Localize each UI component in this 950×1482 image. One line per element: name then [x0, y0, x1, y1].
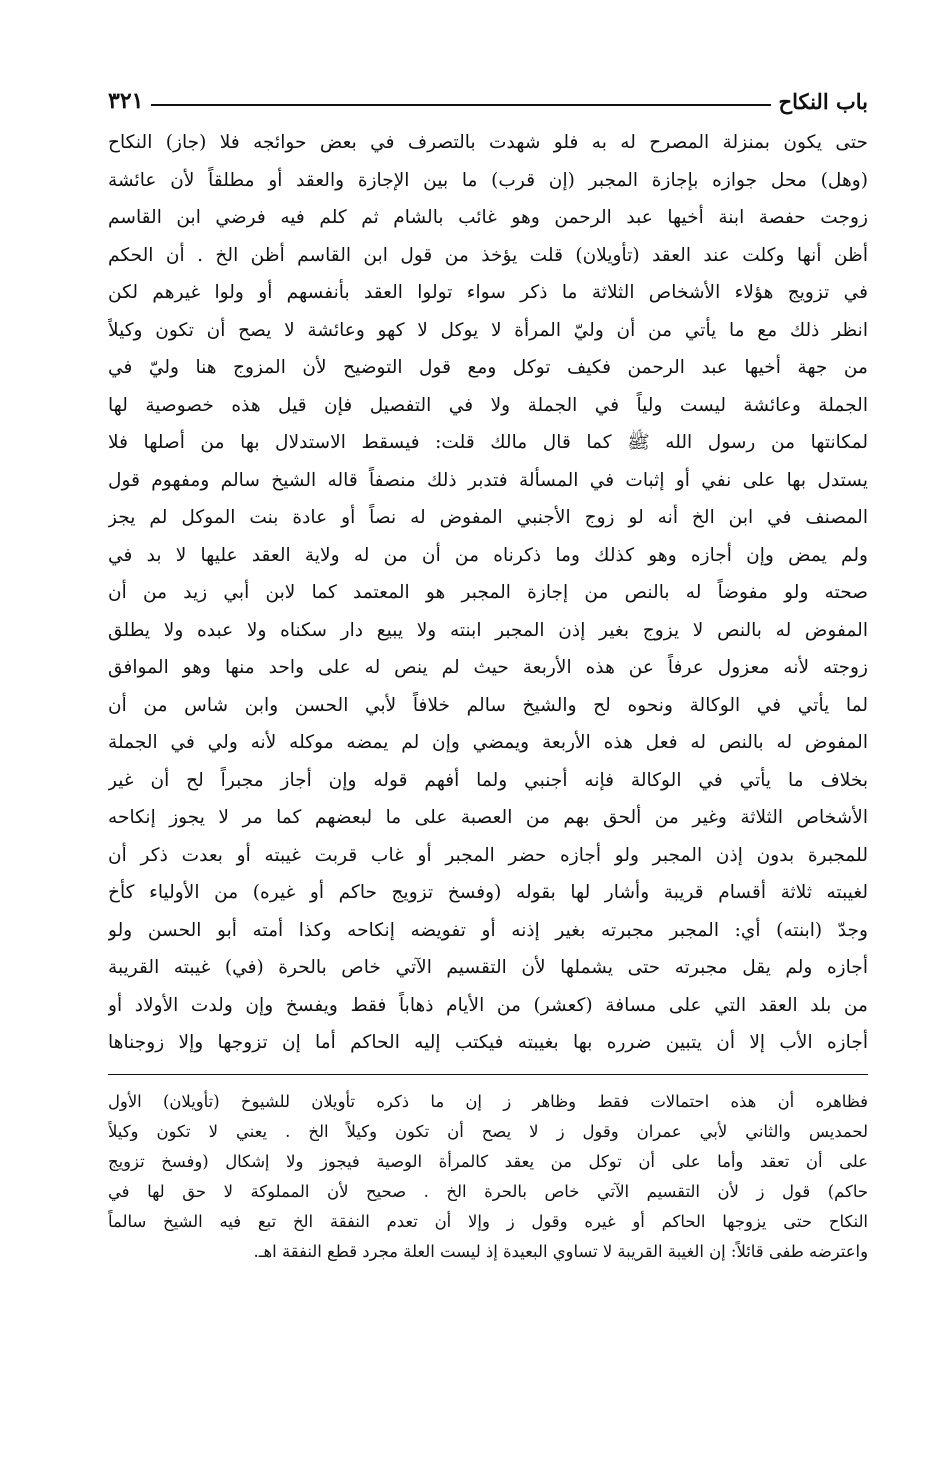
text-line: في تزويج هؤلاء الأشخاص الثلاثة ما ذكر سواء تولوا العقد بأنفسهم أو ولوا غيرهم لكن [108, 282, 868, 303]
text-line: المفوض له بالنص له فعل هذه الأربعة ويمضي وإن لم يمضه موكله لأنه ولي في الجملة [108, 732, 868, 753]
text-line: المفوض له بالنص لا يزوج بغير إذن المجبر ابنته ولا يبيع دار سكناه ولا عبده ولا يطلق [108, 619, 868, 641]
text-line: لما يأتي في الوكالة ونحوه لح والشيخ سالم خلافاً لأبي الحسن وابن شاس من أن [108, 694, 868, 716]
footnote-line: فظاهره أن هذه احتمالات فقط وظاهر ز إن ما ذكره تأويلان للشيوخ (تأويلان) الأول [108, 1091, 868, 1111]
text-line: الأشخاص الثلاثة وغير من ألحق بهم من العصبة على ما لبعضهم كما مر لا يجوز إنكاحه [108, 807, 868, 828]
text-line: بخلاف ما يأتي في الوكالة فإنه أجنبي ولما أفهم قوله وإن أجاز مجبراً لح أن غير [108, 769, 868, 791]
text-line: من بلد العقد التي على مسافة (كعشر) من الأيام ذهاباً فقط ويفسخ وإن ولدت الأولاد أو [108, 994, 868, 1016]
text-line: انظر ذلك مع ما يأتي من أن وليّ المرأة لا يوكل لا كهو وعائشة لا يصح أن تكون وكيلاً [108, 319, 868, 341]
page-number: ٣٢١ [108, 88, 144, 114]
chapter-title: باب النكاح [778, 89, 868, 114]
main-text [108, 124, 868, 1062]
header-rule [151, 104, 770, 106]
text-line: المصنف في ابن الخ أنه لو زوج الأجنبي المفوض له نصاً أو عادة بنت الموكل لم يجز [108, 507, 868, 528]
text-line: الجملة وعائشة ليست ولياً في الجملة ولا في التفصيل فإن قيل هذه خصوصية لها [108, 394, 868, 416]
footnote-line: النكاح حتى يزوجها الحاكم أو غيره وقول ز وإلا أن تعدم النفقة الخ تبع فيه الشيخ سالماً [108, 1212, 868, 1232]
text-line: زوجت حفصة ابنة أخيها عبد الرحمن وهو غائب بالشام ثم كلم فيه فرضي ابن القاسم [108, 207, 868, 228]
footnote-line: لحمديس والثاني لأبي عمران وقول ز لا يصح أن تكون وكيلاً الخ . يعني لا تكون وكيلاً [108, 1121, 868, 1141]
running-header [108, 78, 868, 114]
text-line: وجدّ (ابنته) أي: المجبر مجبرته بغير إذنه أو تفويضه إنكاحه وكذا أمته أبو الحسن ولو [108, 919, 868, 941]
text-line: من جهة أخيها عبد الرحمن فكيف توكل ومع قول التوضيح لأن المزوج هنا وليّ في [108, 357, 868, 378]
text-line: زوجته لأنه معزول عرفاً عن هذه الأربعة حيث لم ينص له على واحد منها وهو الموافق [108, 657, 868, 678]
text-line: يستدل بها على نفي أو إثبات في المسألة فتدبر ذلك منصفاً قاله الشيخ سالم ومفهوم قول [108, 469, 868, 491]
text-line: حتى يكون بمنزلة المصرح له به فلو شهدت بالتصرف في بعض حوائجه فلا (جاز) النكاح [108, 132, 868, 153]
book-page [108, 78, 868, 1268]
footnote-line: واعترضه طفى قائلاً: إن الغيبة القريبة لا تساوي البعيدة إذ ليست العلة مجرد قطع النفقة اهـ. [253, 1242, 868, 1262]
text-line: للمجبرة بدون إذن المجبر ولو أجازه حضر المجبر أو غاب قربت غيبته أو بعدت ذكر أن [108, 844, 868, 866]
text-line: أظن أنها وكلت عند العقد (تأويلان) قلت يؤخذ من قول ابن القاسم أظن الخ . أن الحكم [108, 244, 868, 266]
footnote-text [108, 1087, 868, 1268]
text-line: ولم يمض وإن أجازه وهو كذلك وما ذكرناه من أن من له ولاية العقد عليها لا بد في [108, 544, 868, 566]
text-line: لمكانتها من رسول الله ﷺ كما قال مالك قلت: فيسقط الاستدلال بها من أصلها فلا [108, 432, 868, 453]
text-line: صحته ولو مفوضاً له بالنص من إجازة المجبر هو المعتمد كما لابن أبي زيد من أن [108, 582, 868, 603]
text-line: لغيبته ثلاثة أقسام قريبة وأشار لها بقوله (وفسخ تزويج حاكم أو غيره) من الأولياء كأخ [108, 882, 868, 903]
footnote-line: على أن تعقد وأما على أن توكل من يعقد كالمرأة الوصية فيجوز ولا إشكال (وفسخ تزويج [108, 1151, 868, 1171]
footnote-separator [108, 1074, 868, 1075]
text-line: أجازه الأب إلا أن يتبين ضرره بها بغيبته فيكتب إليه الحاكم أما إن تزوجها وإلا زوجناها [108, 1032, 868, 1053]
text-line: (وهل) محل جوازه بإجازة المجبر (إن قرب) ما بين الإجازة والعقد أو مطلقاً لأن عائشة [108, 169, 868, 191]
text-line: أجازه ولم يقل مجبرته حتى يشملها لأن التقسيم الآتي خاص بالحرة (في) غيبته القريبة [108, 957, 868, 978]
footnote-line: حاكم) قول ز لأن التقسيم الآتي خاص بالحرة الخ . صحيح لأن المملوكة لا حق لها في [108, 1182, 868, 1202]
